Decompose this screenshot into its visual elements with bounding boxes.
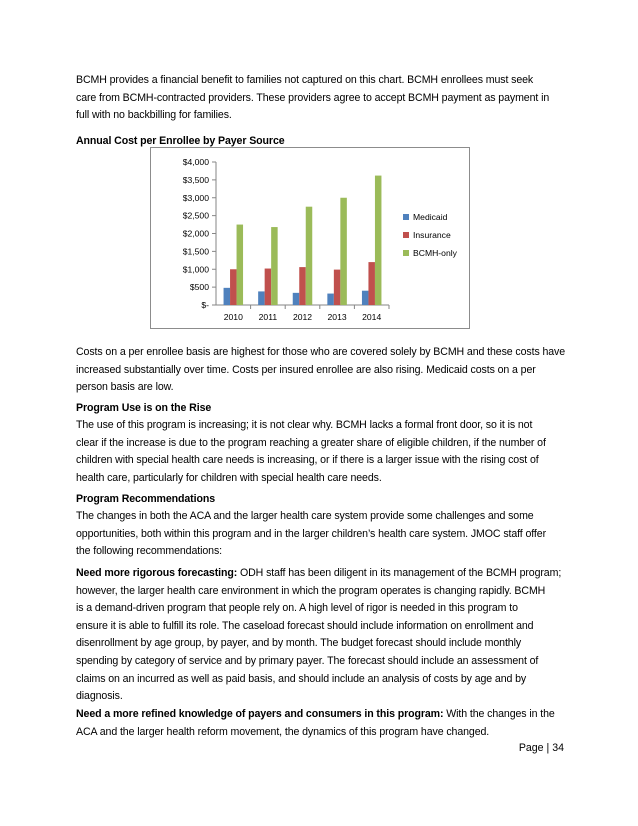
costs-paragraph: [76, 344, 566, 397]
x-tick-label: 2013: [327, 312, 347, 322]
bar-bcmh-only: [375, 176, 382, 305]
bar-bcmh-only: [340, 198, 347, 305]
bar-bcmh-only: [237, 225, 244, 305]
forecasting-line: claims on an incurred as well as paid basis, and should include an analysis of costs by age and by: [76, 672, 527, 685]
bar-medicaid: [258, 291, 265, 305]
chart-frame: [150, 147, 470, 329]
intro-line: care from BCMH-contracted providers. These providers agree to accept BCMH payment as payment in: [76, 91, 550, 104]
y-tick-label: $1,500: [182, 246, 209, 257]
bar-insurance: [265, 269, 272, 305]
bar-insurance: [230, 269, 237, 305]
y-tick-label: $4,000: [182, 157, 209, 167]
costs-line: increased substantially over time. Costs per insured enrollee are also rising. Medicaid costs on a per: [76, 363, 536, 376]
legend-label: BCMH-only: [413, 248, 457, 258]
forecasting-line: diagnosis.: [76, 690, 123, 703]
bar-medicaid: [327, 294, 334, 305]
chart-heading: Annual Cost per Enrollee by Payer Source: [76, 135, 285, 147]
payers-paragraph: [76, 706, 566, 741]
legend-swatch: [403, 250, 409, 256]
costs-line: Costs on a per enrollee basis are highest for those who are covered solely by BCMH and these costs have: [76, 346, 566, 358]
legend-label: Insurance: [413, 230, 451, 240]
forecasting-paragraph: [76, 565, 566, 706]
forecasting-line: ensure it is able to fulfill its role. The caseload forecast should include information on enrollment and: [76, 619, 534, 632]
legend-label: Medicaid: [413, 212, 448, 222]
forecasting-lead: Need more rigorous forecasting:: [76, 567, 238, 579]
forecasting-line: however, the larger health care environment in which the program operates is changing rapidly. BCMH: [76, 584, 546, 597]
forecasting-line: spending by category of service and by primary payer. The forecast should include an assessment of: [76, 654, 539, 667]
bar-medicaid: [224, 288, 231, 305]
recommendations-heading: Program Recommendations: [76, 493, 215, 505]
bar-bcmh-only: [271, 227, 278, 305]
forecasting-first-rest: ODH staff has been diligent in its management of the BCMH program;: [237, 567, 562, 579]
costs-line: person basis are low.: [76, 381, 174, 394]
x-tick-label: 2014: [362, 312, 382, 322]
bar-medicaid: [362, 291, 369, 305]
recommendations-paragraph: [76, 508, 566, 561]
program-use-line: clear if the increase is due to the program reaching a greater share of eligible children, if the number of: [76, 436, 546, 449]
x-tick-label: 2011: [258, 312, 278, 322]
payers-first-line: [76, 706, 566, 724]
page-number: Page | 34: [518, 742, 564, 754]
bar-insurance: [334, 270, 341, 305]
recommendations-line: opportunities, both within this program and in the larger children’s health care system. JMOC staff offer: [76, 527, 546, 540]
bar-insurance: [368, 262, 375, 305]
y-tick-label: $3,500: [182, 174, 209, 185]
x-tick-label: 2012: [292, 312, 313, 322]
payers-line: ACA and the larger health reform movement, the dynamics of this program have changed.: [76, 725, 490, 738]
y-tick-label: $3,000: [182, 192, 209, 203]
payers-lead: Need a more refined knowledge of payers and consumers in this program:: [76, 708, 444, 720]
program-use-line: The use of this program is increasing; it is not clear why. BCMH lacks a formal front door, so it is not: [76, 419, 533, 431]
bar-medicaid: [293, 293, 300, 305]
cost-chart: [151, 148, 469, 328]
program-use-heading: Program Use is on the Rise: [76, 402, 212, 414]
y-tick-label: $500: [189, 282, 209, 293]
intro-line: full with no backbilling for families.: [76, 109, 232, 122]
y-tick-label: $-: [201, 300, 209, 310]
intro-line: BCMH provides a financial benefit to families not captured on this chart. BCMH enrollees must seek: [76, 74, 534, 86]
forecasting-line: is a demand-driven program that people rely on. A high level of rigor is needed in this program to: [76, 602, 518, 615]
y-tick-label: $2,000: [182, 228, 209, 239]
legend-swatch: [403, 214, 409, 220]
recommendations-line: the following recommendations:: [76, 545, 222, 558]
y-tick-label: $2,500: [182, 210, 209, 221]
bar-bcmh-only: [306, 207, 313, 305]
legend-swatch: [403, 232, 409, 238]
x-tick-label: 2010: [223, 312, 243, 322]
program-use-line: children with special health care needs is increasing, or if there is a larger issue with the rising cost of: [76, 454, 539, 467]
intro-paragraph: [76, 72, 566, 125]
y-tick-label: $1,000: [182, 264, 209, 275]
program-use-line: health care, particularly for children with special health care needs.: [76, 471, 382, 484]
forecasting-line: disenrollment by age group, by payer, and by month. The budget forecast should include monthly: [76, 637, 522, 650]
program-use-paragraph: [76, 417, 566, 487]
bar-insurance: [299, 267, 306, 305]
payers-first-rest: With the changes in the: [443, 708, 555, 720]
forecasting-first-line: [76, 565, 566, 583]
recommendations-line: The changes in both the ACA and the larger health care system provide some challenges and some: [76, 510, 534, 522]
